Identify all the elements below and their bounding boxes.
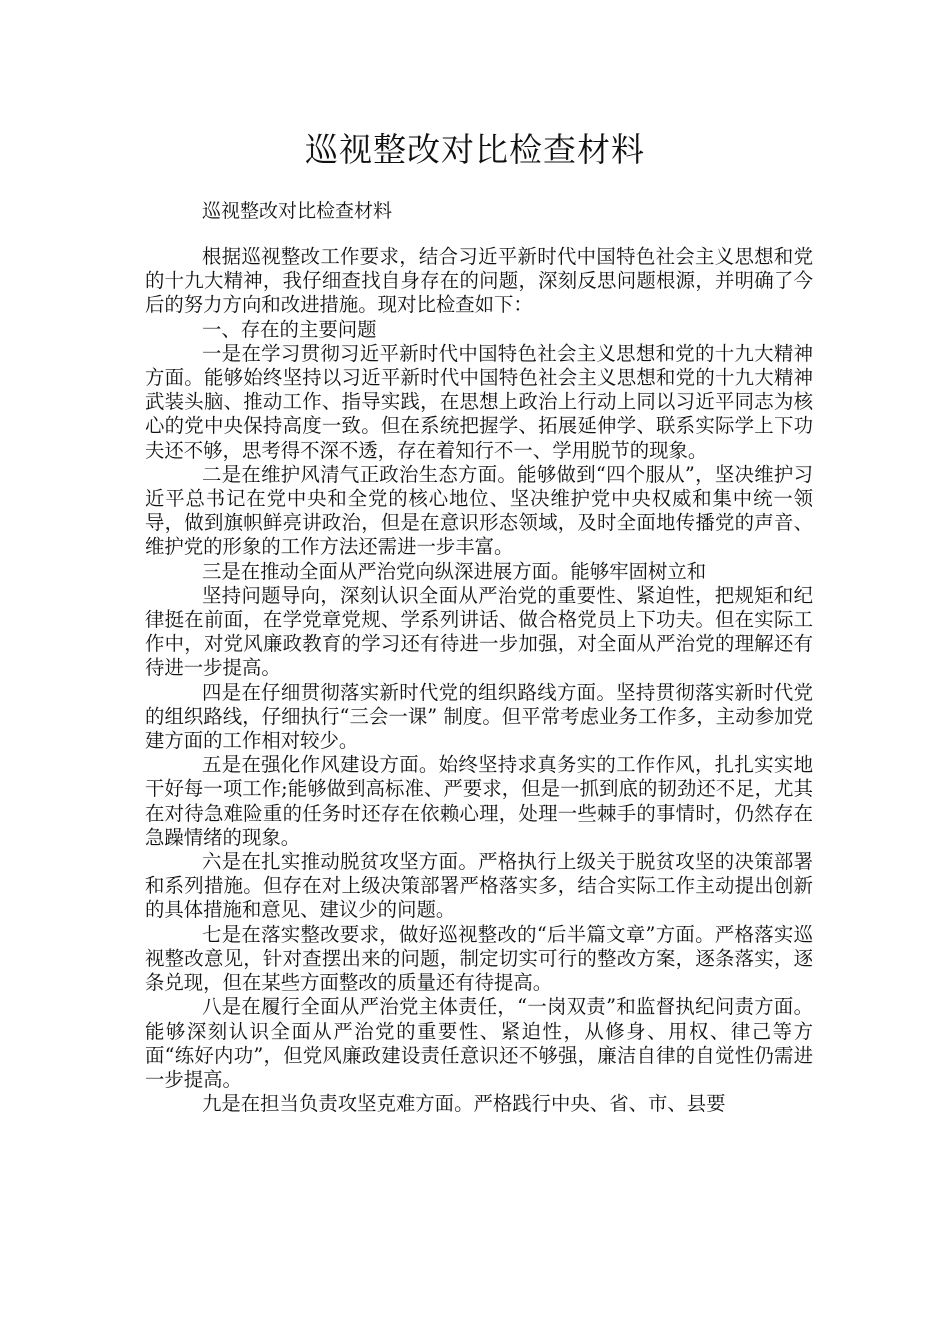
paragraph-item-5: 五是在强化作风建设方面。始终坚持求真务实的工作作风，扎扎实实地干好每一项工作;能够做到高标准、严要求，但是一抓到底的韧劲还不足，尤其在对待急难险重的任务时还存在依赖心理，处理一些棘手的事情时，仍然存在急躁情绪的现象。 [145, 753, 813, 849]
document-title: 巡视整改对比检查材料 [305, 130, 645, 169]
paragraph-item-2: 二是在维护风清气正政治生态方面。能够做到“四个服从”，坚决维护习近平总书记在党中央和全党的核心地位、坚决维护党中央权威和集中统一领导，做到旗帜鲜亮讲政治，但是在意识形态领域，及时全面地传播党的声音、维护党的形象的工作方法还需进一步丰富。 [145, 462, 813, 559]
paragraph-intro: 根据巡视整改工作要求，结合习近平新时代中国特色社会主义思想和党的十九大精神，我仔细查找自身存在的问题，深刻反思问题根源，并明确了今后的努力方向和改进措施。现对比检查如下： [145, 245, 813, 317]
document-subtitle: 巡视整改对比检查材料 [202, 200, 393, 222]
paragraph-item-9: 九是在担当负责攻坚克难方面。严格践行中央、省、市、县要 [202, 1092, 726, 1116]
section-heading: 一、存在的主要问题 [202, 317, 377, 341]
paragraph-item-4: 四是在仔细贯彻落实新时代党的组织路线方面。坚持贯彻落实新时代党的组织路线，仔细执行“三会一课” 制度。但平常考虑业务工作多，主动参加党建方面的工作相对较少。 [145, 680, 813, 753]
paragraph-item-3-continued: 坚持问题导向，深刻认识全面从严治党的重要性、紧迫性，把规矩和纪律挺在前面，在学党章党规、学系列讲话、做合格党员上下功夫。但在实际工作中，对党风廉政教育的学习还有待进一步加强，对全面从严治党的理解还有待进一步提高。 [145, 583, 813, 680]
paragraph-item-3: 三是在推动全面从严治党向纵深进展方面。能够牢固树立和 [202, 559, 707, 583]
paragraph-item-7: 七是在落实整改要求，做好巡视整改的“后半篇文章”方面。严格落实巡视整改意见，针对查摆出来的问题，制定切实可行的整改方案，逐条落实，逐条兑现，但在某些方面整改的质量还有待提高。 [145, 922, 813, 995]
paragraph-item-1: 一是在学习贯彻习近平新时代中国特色社会主义思想和党的十九大精神方面。能够始终坚持以习近平新时代中国特色社会主义思想和党的十九大精神武装头脑、推动工作、指导实践，在思想上政治上行动上同以习近平同志为核心的党中央保持高度一致。但在系统把握学、拓展延伸学、联系实际学上下功夫还不够，思考得不深不透，存在着知行不一、学用脱节的现象。 [145, 341, 813, 462]
paragraph-item-6: 六是在扎实推动脱贫攻坚方面。严格执行上级关于脱贫攻坚的决策部署和系列措施。但存在对上级决策部署严格落实多，结合实际工作主动提出创新的具体措施和意见、建议少的问题。 [145, 850, 813, 922]
paragraph-item-8: 八是在履行全面从严治党主体责任，“一岗双责”和监督执纪问责方面。能够深刻认识全面从严治党的重要性、紧迫性，从修身、用权、律己等方面“练好内功”，但党风廉政建设责任意识还不够强，廉洁自律的自觉性仍需进一步提高。 [145, 995, 813, 1091]
document-body [145, 245, 813, 1116]
